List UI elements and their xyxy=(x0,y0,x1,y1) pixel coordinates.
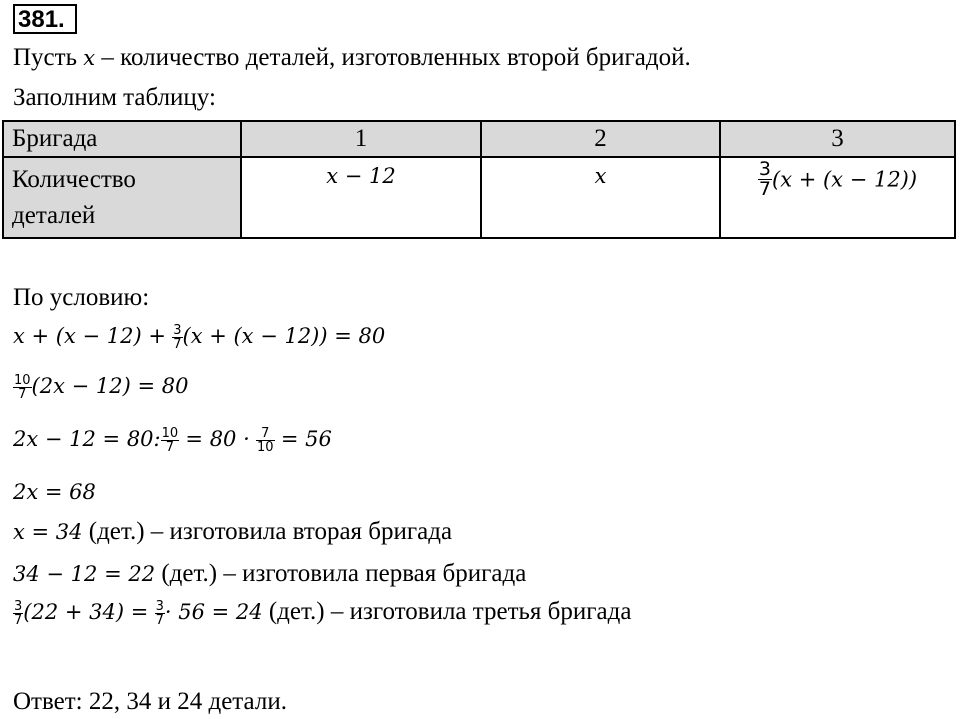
equation-6: 34 − 12 = 22 (дет.) – изготовила первая бригада xyxy=(13,560,527,587)
row-label-line-1: Количество xyxy=(12,166,136,193)
fraction: $\frac{3}{7}$ xyxy=(14,598,23,628)
table-row-header xyxy=(3,121,955,157)
row-label-line-2: деталей xyxy=(12,202,96,229)
table-header-cell-2: 2 xyxy=(481,121,720,157)
table-header-label: Бригада xyxy=(3,121,241,157)
table-header-cell-1: 1 xyxy=(241,121,481,157)
fraction: $\frac{3}{7}$ xyxy=(173,322,182,352)
fraction: $\frac{3}{7}$ xyxy=(155,598,164,628)
table-cell-brigade-2: x xyxy=(481,157,720,238)
fraction: $\frac{3}{7}$ xyxy=(758,158,771,200)
fraction: $\frac{7}{10}$ xyxy=(257,425,274,455)
answer-line: Ответ: 22, 34 и 24 детали. xyxy=(13,688,287,715)
table-row-label xyxy=(3,157,241,238)
table-cell-brigade-3: $\frac{3}{7}$ (x + (x − 12)) xyxy=(720,157,955,238)
equation-3: 2x − 12 = 80: $\frac{10}{7}$ = 80 · $\frac{7}{10}$ = 56 xyxy=(13,425,332,455)
intro-line-2: Заполним таблицу: xyxy=(13,84,216,111)
intro-text-end: – количество деталей, изготовленных второй бригадой. xyxy=(101,44,691,71)
condition-label: По условию: xyxy=(13,284,150,311)
fraction: $\frac{10}{7}$ xyxy=(14,372,31,402)
problem-number: 381. xyxy=(13,4,77,34)
equation-2: $\frac{10}{7}$ (2x − 12) = 80 xyxy=(14,372,189,402)
intro-line-1 xyxy=(13,44,691,72)
equation-1: x + (x − 12) + $\frac{3}{7}$ (x + (x − 12)) = 80 xyxy=(13,322,386,352)
table-header-cell-3: 3 xyxy=(720,121,955,157)
equation-4: 2x = 68 xyxy=(13,480,96,504)
variable-x: x xyxy=(83,46,96,70)
fraction: $\frac{10}{7}$ xyxy=(161,425,179,455)
data-table xyxy=(2,120,956,239)
table-row-quantity xyxy=(3,157,955,238)
equation-7: $\frac{3}{7}$ (22 + 34) = $\frac{3}{7}$ · 56 = 24 (дет.) – изготовила третья бригада xyxy=(14,598,632,628)
equation-5: x = 34 (дет.) – изготовила вторая бригада xyxy=(13,518,453,545)
intro-text-start: Пусть xyxy=(13,44,77,71)
table-cell-brigade-1: x − 12 xyxy=(241,157,481,238)
